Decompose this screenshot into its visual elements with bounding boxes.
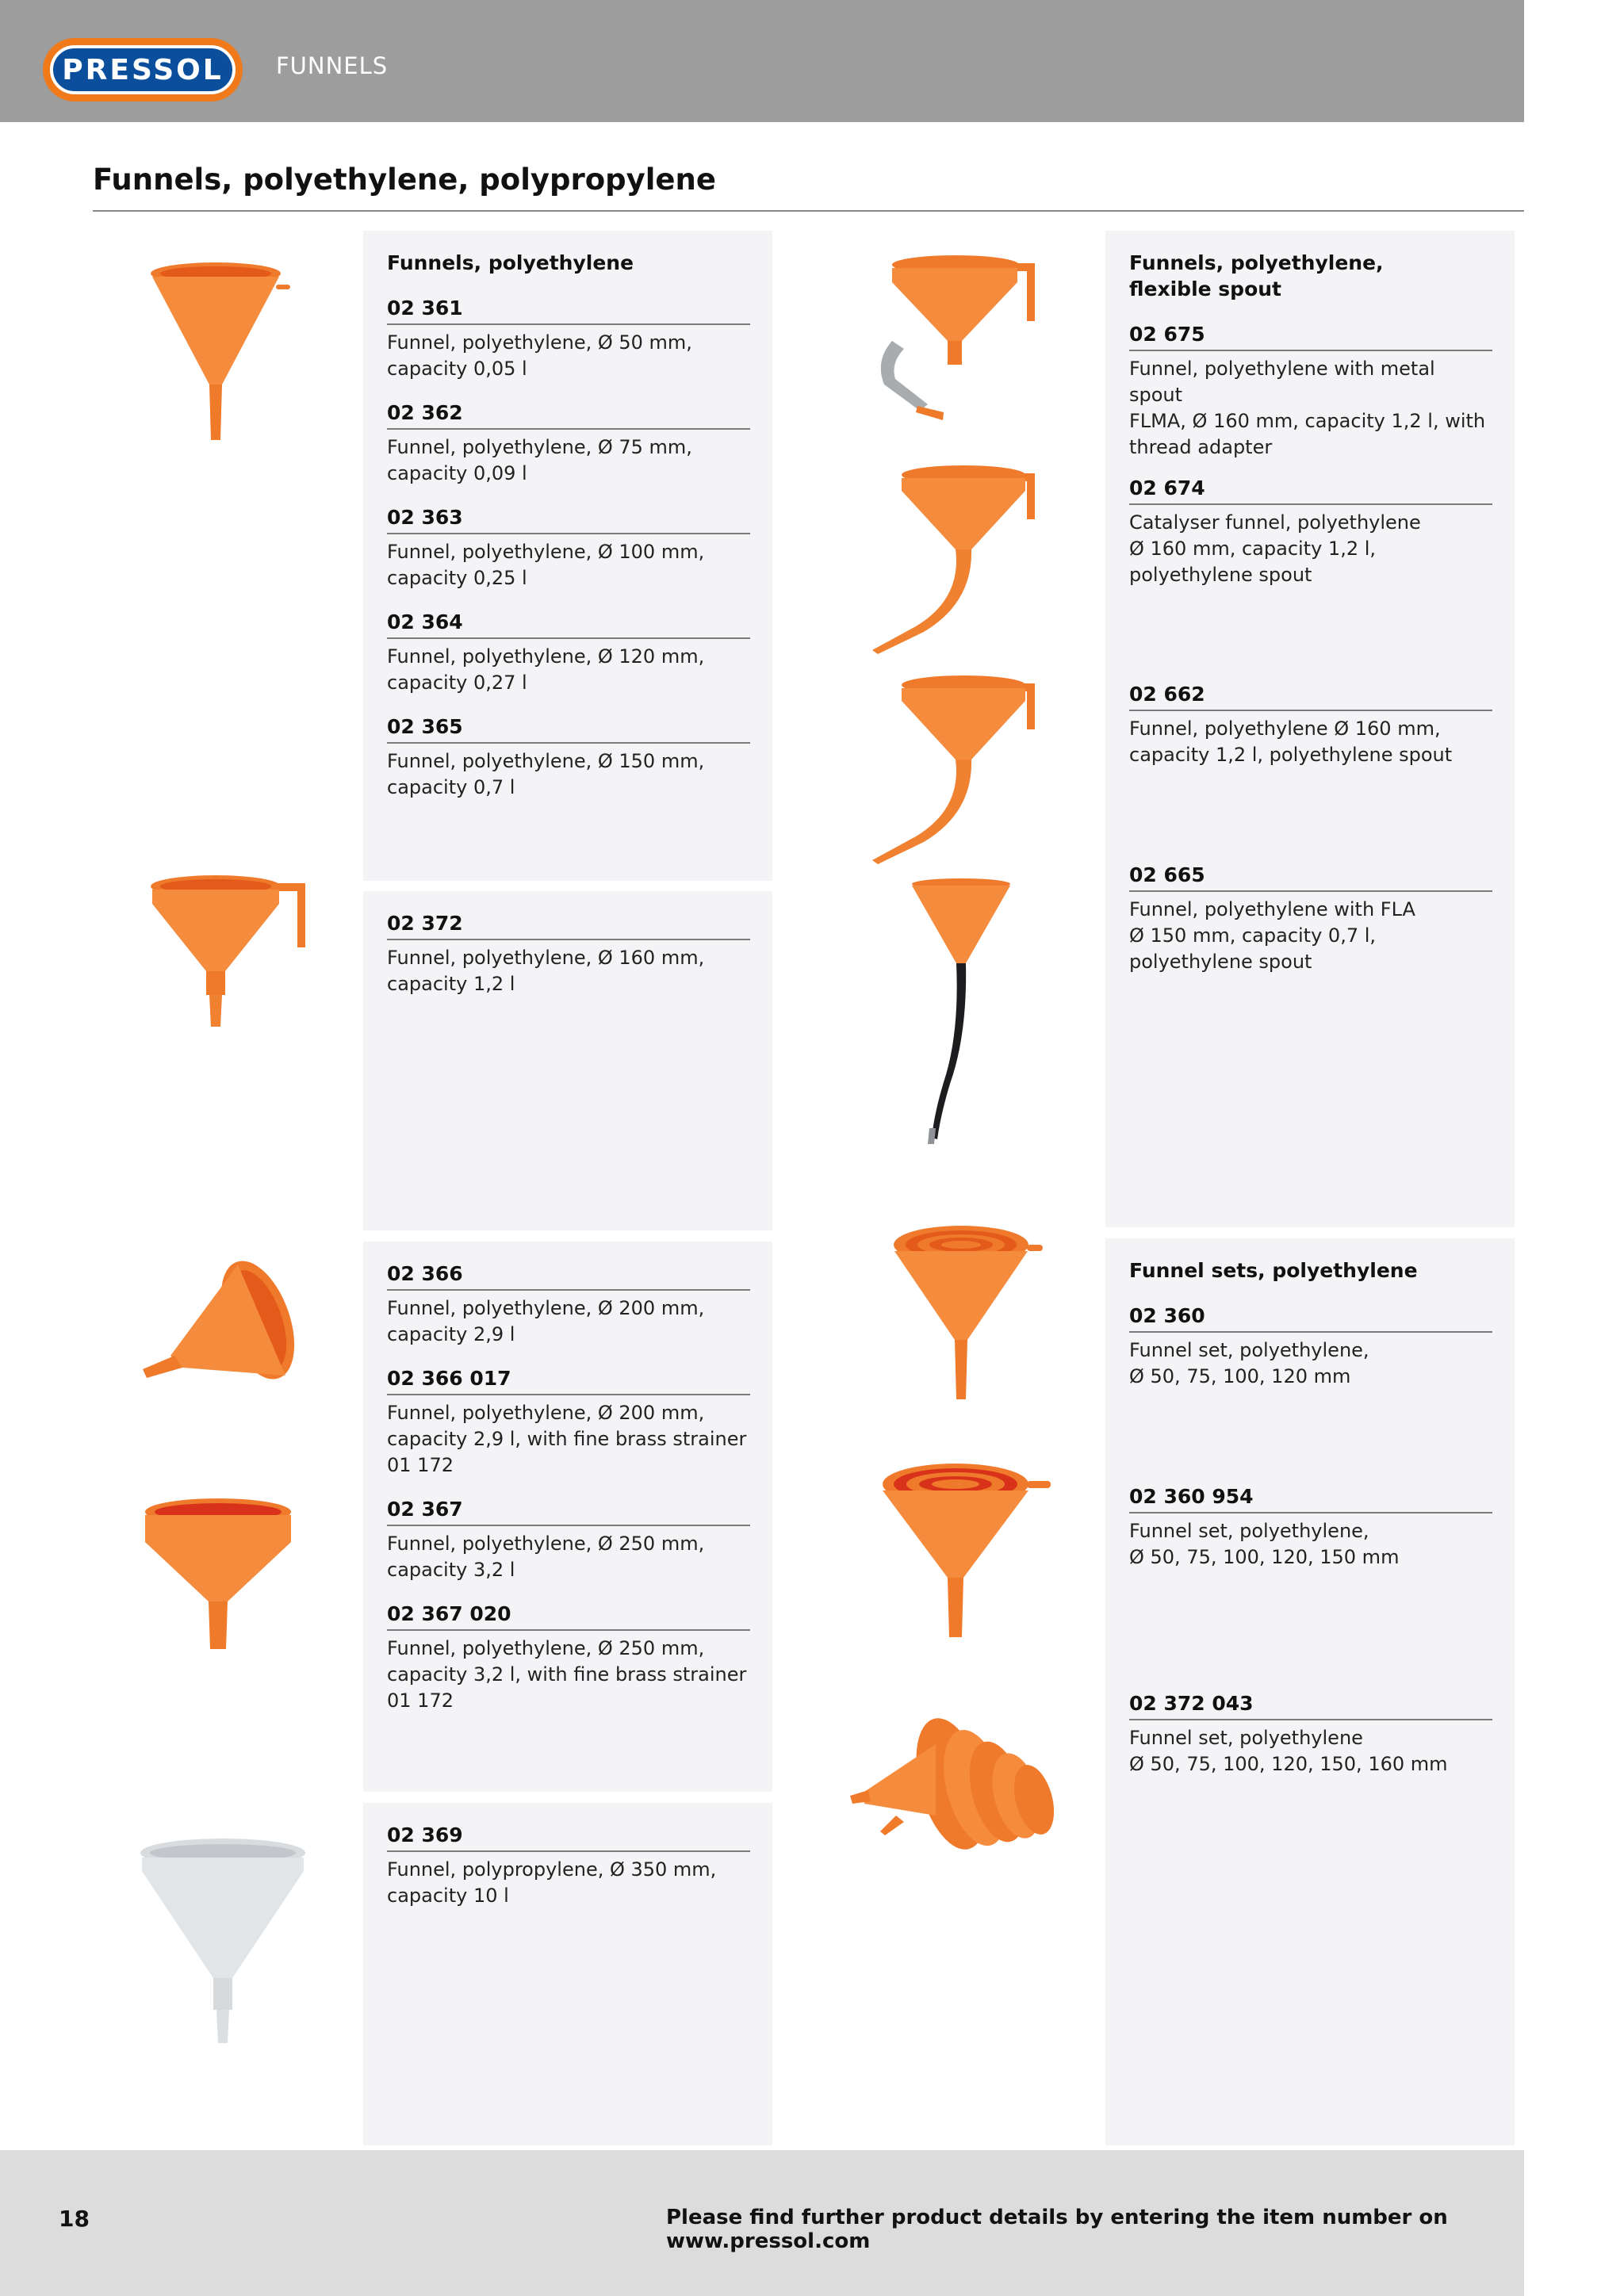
- item-number: 02 675: [1129, 321, 1492, 351]
- item-number: 02 665: [1129, 862, 1492, 892]
- item-02-360-954: [1129, 1483, 1492, 1690]
- group-02-366: [387, 1261, 750, 1732]
- item-number: 02 372 043: [1129, 1690, 1492, 1720]
- group-funnel-sets: [1129, 1257, 1492, 1795]
- item-02-360: [1129, 1303, 1492, 1483]
- item-number: 02 369: [387, 1822, 750, 1852]
- footer-note: Please find further product details by entering the item number on www.pressol.com: [666, 2206, 1448, 2253]
- item-02-675: [1129, 321, 1492, 475]
- funnel-tilted-image: [139, 1249, 305, 1391]
- funnel-with-handle-image: [143, 872, 313, 1031]
- item-02-364: [387, 609, 750, 696]
- funnel-large-image: [139, 1494, 305, 1653]
- item-description: Funnel, polyethylene, Ø 150 mm, capacity 0,7 l: [387, 750, 705, 798]
- item-02-367-020: [387, 1601, 750, 1714]
- item-02-372-043: [1129, 1690, 1492, 1777]
- funnel-set-6-image: [848, 1697, 1063, 1863]
- item-description: Funnel, polyethylene Ø 160 mm, capacity 1,2 l, polyethylene spout: [1129, 718, 1453, 766]
- group-heading: Funnels, polyethylene: [387, 251, 634, 274]
- item-02-365: [387, 714, 750, 801]
- item-02-665: [1129, 862, 1492, 975]
- item-description: Funnel, polyethylene, Ø 200 mm, capacity 2,9 l, with fine brass strainer 01 172: [387, 1402, 747, 1476]
- item-number: 02 367: [387, 1496, 750, 1526]
- header-band: [0, 0, 1524, 122]
- item-description: Funnel, polyethylene, Ø 100 mm, capacity 0,25 l: [387, 541, 705, 589]
- item-02-369: [387, 1822, 750, 1909]
- item-02-674: [1129, 475, 1492, 681]
- item-number: 02 360: [1129, 1303, 1492, 1333]
- title-divider: [93, 210, 1524, 212]
- item-description: Funnel, polyethylene, Ø 250 mm, capacity 3,2 l: [387, 1533, 705, 1581]
- item-number: 02 372: [387, 910, 750, 940]
- item-02-361: [387, 295, 750, 382]
- item-description: Funnel, polyethylene, Ø 160 mm, capacity 1,2 l: [387, 947, 705, 995]
- item-number: 02 360 954: [1129, 1483, 1492, 1513]
- item-number: 02 674: [1129, 475, 1492, 505]
- funnel-set-4-image: [888, 1221, 1047, 1403]
- item-number: 02 365: [387, 714, 750, 744]
- item-description: Funnel, polyethylene, Ø 250 mm, capacity 3,2 l, with fine brass strainer 01 172: [387, 1637, 747, 1712]
- item-02-362: [387, 400, 750, 487]
- funnel-small-image: [143, 258, 293, 448]
- item-number: 02 366 017: [387, 1365, 750, 1395]
- item-02-662: [1129, 681, 1492, 862]
- funnel-set-5-image: [876, 1459, 1055, 1641]
- page-title: Funnels, polyethylene, polypropylene: [93, 163, 716, 197]
- funnel-flexible-spout-image: [868, 464, 1039, 654]
- item-description: Funnel, polyethylene, Ø 120 mm, capacity 0,27 l: [387, 645, 705, 694]
- funnel-flexible-spout-2-image: [868, 674, 1039, 864]
- group-flexible-spout: [1129, 250, 1492, 993]
- item-description: Funnel set, polyethylene Ø 50, 75, 100, 120, 150, 160 mm: [1129, 1727, 1448, 1775]
- item-02-363: [387, 504, 750, 591]
- item-number: 02 366: [387, 1261, 750, 1291]
- item-description: Funnel, polyethylene with FLA Ø 150 mm, capacity 0,7 l, polyethylene spout: [1129, 898, 1415, 973]
- pressol-logo: [43, 38, 243, 101]
- item-number: 02 363: [387, 504, 750, 534]
- group-02-372: [387, 910, 750, 1015]
- item-description: Funnel, polyethylene, Ø 50 mm, capacity 0,05 l: [387, 331, 692, 380]
- item-number: 02 364: [387, 609, 750, 639]
- item-02-366-017: [387, 1365, 750, 1479]
- item-description: Funnel set, polyethylene, Ø 50, 75, 100, 120 mm: [1129, 1339, 1369, 1387]
- page-number: 18: [59, 2206, 90, 2232]
- funnel-black-hose-image: [888, 876, 1019, 1146]
- group-02-369: [387, 1822, 750, 1927]
- item-number: 02 662: [1129, 681, 1492, 711]
- group-heading: Funnel sets, polyethylene: [1129, 1259, 1418, 1282]
- item-description: Funnel set, polyethylene, Ø 50, 75, 100, 120, 150 mm: [1129, 1520, 1400, 1568]
- logo-text: PRESSOL: [62, 53, 224, 86]
- item-02-366: [387, 1261, 750, 1348]
- group-funnels-polyethylene: [387, 250, 750, 818]
- group-heading: Funnels, polyethylene, flexible spout: [1129, 251, 1384, 300]
- item-description: Funnel, polyethylene, Ø 75 mm, capacity 0,09 l: [387, 436, 692, 484]
- item-description: Funnel, polyethylene, Ø 200 mm, capacity 2,9 l: [387, 1297, 705, 1345]
- item-number: 02 361: [387, 295, 750, 325]
- item-number: 02 362: [387, 400, 750, 430]
- funnel-polypropylene-image: [139, 1835, 309, 2045]
- item-description: Funnel, polypropylene, Ø 350 mm, capacity 10 l: [387, 1858, 717, 1907]
- item-02-372: [387, 910, 750, 997]
- item-number: 02 367 020: [387, 1601, 750, 1631]
- item-02-367: [387, 1496, 750, 1583]
- item-description: Catalyser funnel, polyethylene Ø 160 mm, capacity 1,2 l, polyethylene spout: [1129, 511, 1421, 586]
- funnel-metal-spout-image: [868, 254, 1039, 424]
- item-description: Funnel, polyethylene with metal spout FLMA, Ø 160 mm, capacity 1,2 l, with thread adapter: [1129, 358, 1486, 458]
- section-label: FUNNELS: [276, 52, 389, 79]
